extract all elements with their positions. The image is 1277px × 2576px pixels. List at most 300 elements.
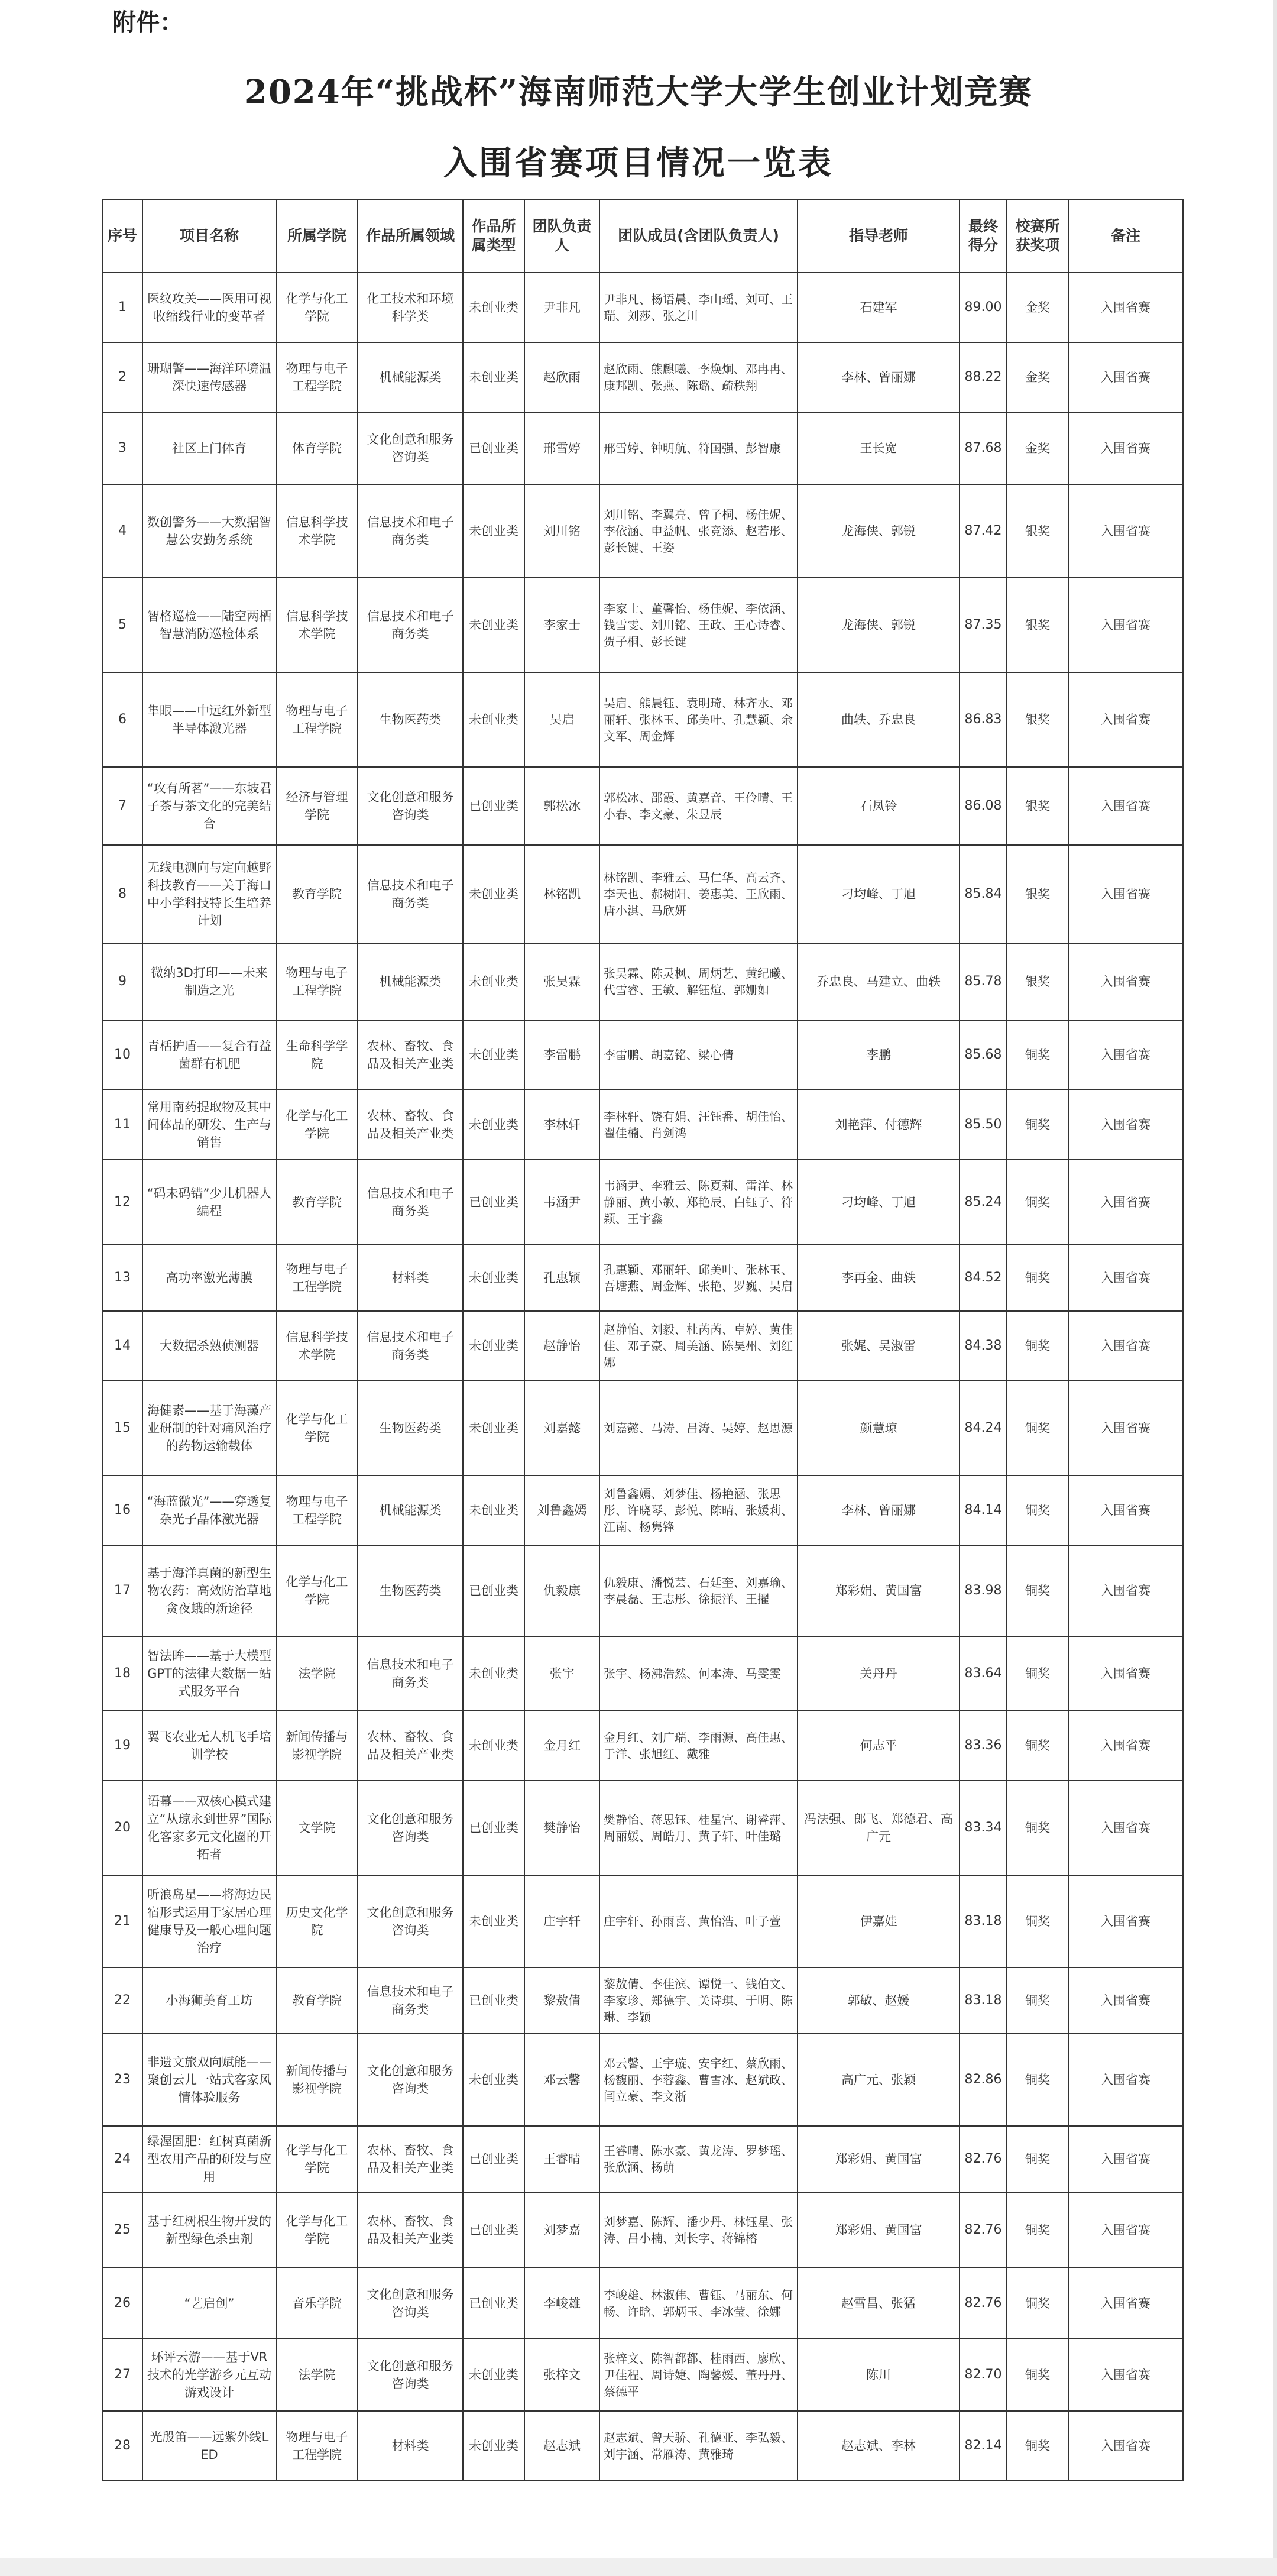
- cell-award: 金奖: [1007, 273, 1068, 342]
- cell-no: 13: [102, 1245, 142, 1311]
- cell-leader: 黎敖倩: [524, 1967, 599, 2034]
- scan-edge: [1273, 0, 1277, 2576]
- cell-leader: 李家士: [524, 578, 599, 672]
- cell-note: 入围省赛: [1068, 767, 1183, 845]
- cell-leader: 刘川铭: [524, 484, 599, 578]
- cell-score: 82.14: [960, 2411, 1007, 2481]
- cell-type: 未创业类: [463, 1311, 524, 1381]
- cell-advisor: 赵志斌、李林: [798, 2411, 960, 2481]
- cell-note: 入围省赛: [1068, 1245, 1183, 1311]
- cell-note: 入围省赛: [1068, 845, 1183, 943]
- cell-award: 铜奖: [1007, 2126, 1068, 2192]
- table-row: [102, 1475, 1183, 1545]
- cell-award: 铜奖: [1007, 1475, 1068, 1545]
- cell-no: 16: [102, 1475, 142, 1545]
- header-type: 作品所属类型: [463, 199, 524, 273]
- cell-leader: 邓云馨: [524, 2034, 599, 2126]
- cell-note: 入围省赛: [1068, 2192, 1183, 2268]
- cell-leader: 张梓文: [524, 2339, 599, 2411]
- cell-score: 84.14: [960, 1475, 1007, 1545]
- cell-no: 20: [102, 1781, 142, 1875]
- cell-field: 文化创意和服务咨询类: [358, 412, 463, 484]
- cell-score: 84.38: [960, 1311, 1007, 1381]
- cell-college: 化学与化工学院: [276, 2126, 358, 2192]
- cell-type: 未创业类: [463, 2034, 524, 2126]
- cell-field: 材料类: [358, 1245, 463, 1311]
- cell-leader: 王睿晴: [524, 2126, 599, 2192]
- table-row: [102, 2126, 1183, 2192]
- header-name: 项目名称: [142, 199, 276, 273]
- cell-members: 林铭凯、李雅云、马仁华、高云齐、李天也、郝树阳、姜惠美、王欣雨、唐小淇、马欣妍: [599, 845, 798, 943]
- cell-leader: 赵志斌: [524, 2411, 599, 2481]
- cell-name: 绿渥固肥：红树真菌新型农用产品的研发与应用: [142, 2126, 276, 2192]
- cell-college: 物理与电子工程学院: [276, 943, 358, 1020]
- cell-name: 光殷笛——远紫外线LED: [142, 2411, 276, 2481]
- cell-award: 铜奖: [1007, 1311, 1068, 1381]
- cell-award: 铜奖: [1007, 1875, 1068, 1967]
- cell-name: 常用南药提取物及其中间体品的研发、生产与销售: [142, 1090, 276, 1160]
- cell-award: 铜奖: [1007, 2192, 1068, 2268]
- cell-type: 未创业类: [463, 1245, 524, 1311]
- cell-name: 基于海洋真菌的新型生物农药：高效防治草地贪夜蛾的新途径: [142, 1545, 276, 1636]
- cell-field: 机械能源类: [358, 342, 463, 412]
- cell-type: 未创业类: [463, 1475, 524, 1545]
- cell-field: 机械能源类: [358, 943, 463, 1020]
- table-row: [102, 2411, 1183, 2481]
- table-row: [102, 2268, 1183, 2339]
- cell-advisor: 何志平: [798, 1711, 960, 1781]
- cell-members: 庄宇轩、孙雨喜、黄怡浩、叶子萱: [599, 1875, 798, 1967]
- cell-leader: 樊静怡: [524, 1781, 599, 1875]
- cell-members: 吴启、熊晨钰、袁明琦、林齐水、邓丽轩、张林玉、邱美叶、孔慧颖、余文军、周金辉: [599, 672, 798, 767]
- cell-leader: 赵欣雨: [524, 342, 599, 412]
- cell-note: 入围省赛: [1068, 1020, 1183, 1090]
- header-award: 校赛所获奖项: [1007, 199, 1068, 273]
- cell-college: 物理与电子工程学院: [276, 342, 358, 412]
- cell-name: 听浪岛星——将海边民宿形式运用于家居心理健康导及一般心理问题治疗: [142, 1875, 276, 1967]
- cell-score: 83.64: [960, 1636, 1007, 1711]
- cell-members: 郭松冰、邵霞、黄嘉音、王伶晴、王小春、李文豪、朱昱辰: [599, 767, 798, 845]
- cell-field: 文化创意和服务咨询类: [358, 2034, 463, 2126]
- cell-college: 经济与管理学院: [276, 767, 358, 845]
- cell-score: 82.86: [960, 2034, 1007, 2126]
- cell-score: 85.84: [960, 845, 1007, 943]
- cell-college: 信息科学技术学院: [276, 1311, 358, 1381]
- cell-score: 84.52: [960, 1245, 1007, 1311]
- cell-name: 无线电测向与定向越野科技教育——关于海口中小学科技特长生培养计划: [142, 845, 276, 943]
- cell-name: “艺启创”: [142, 2268, 276, 2339]
- table-row: [102, 1311, 1183, 1381]
- cell-leader: 张昊霖: [524, 943, 599, 1020]
- header-note: 备注: [1068, 199, 1183, 273]
- cell-type: 未创业类: [463, 578, 524, 672]
- cell-award: 金奖: [1007, 342, 1068, 412]
- cell-college: 物理与电子工程学院: [276, 672, 358, 767]
- cell-no: 18: [102, 1636, 142, 1711]
- cell-note: 入围省赛: [1068, 2411, 1183, 2481]
- cell-members: 李林轩、饶有娟、汪钰番、胡佳怡、翟佳楠、肖剑鸿: [599, 1090, 798, 1160]
- cell-college: 教育学院: [276, 1967, 358, 2034]
- cell-score: 85.68: [960, 1020, 1007, 1090]
- cell-name: 小海狮美育工坊: [142, 1967, 276, 2034]
- cell-members: 刘梦嘉、陈辉、潘少丹、林钰星、张涛、吕小楠、刘长字、蒋锦榕: [599, 2192, 798, 2268]
- table-row: [102, 672, 1183, 767]
- cell-field: 机械能源类: [358, 1475, 463, 1545]
- cell-no: 1: [102, 273, 142, 342]
- cell-members: 王睿晴、陈水豪、黄龙涛、罗梦瑶、张欣涵、杨萌: [599, 2126, 798, 2192]
- cell-type: 已创业类: [463, 1160, 524, 1245]
- cell-advisor: 陈川: [798, 2339, 960, 2411]
- table-row: [102, 943, 1183, 1020]
- cell-advisor: 高广元、张颖: [798, 2034, 960, 2126]
- cell-members: 李峻雄、林淑伟、曹钰、马丽东、何畅、许晗、郭炳玉、李冰莹、徐娜: [599, 2268, 798, 2339]
- cell-advisor: 石凤铃: [798, 767, 960, 845]
- cell-leader: 李雷鹏: [524, 1020, 599, 1090]
- table-row: [102, 1020, 1183, 1090]
- cell-score: 87.68: [960, 412, 1007, 484]
- cell-note: 入围省赛: [1068, 1967, 1183, 2034]
- cell-no: 17: [102, 1545, 142, 1636]
- cell-type: 未创业类: [463, 1636, 524, 1711]
- cell-type: 未创业类: [463, 273, 524, 342]
- cell-advisor: 龙海侠、郭锐: [798, 484, 960, 578]
- cell-college: 化学与化工学院: [276, 1381, 358, 1475]
- cell-advisor: 乔忠良、马建立、曲轶: [798, 943, 960, 1020]
- cell-members: 刘鲁鑫嫣、刘梦佳、杨艳涵、张思彤、许晓琴、彭悦、陈晴、张媛莉、江南、杨隽锋: [599, 1475, 798, 1545]
- cell-college: 化学与化工学院: [276, 273, 358, 342]
- cell-type: 未创业类: [463, 1711, 524, 1781]
- cell-no: 4: [102, 484, 142, 578]
- cell-field: 农林、畜牧、食品及相关产业类: [358, 1020, 463, 1090]
- cell-note: 入围省赛: [1068, 484, 1183, 578]
- cell-leader: 李峻雄: [524, 2268, 599, 2339]
- cell-advisor: 颜慧琼: [798, 1381, 960, 1475]
- cell-advisor: 郑彩娟、黄国富: [798, 1545, 960, 1636]
- cell-leader: 邢雪婷: [524, 412, 599, 484]
- cell-advisor: 石建军: [798, 273, 960, 342]
- cell-award: 铜奖: [1007, 1381, 1068, 1475]
- cell-type: 已创业类: [463, 1781, 524, 1875]
- cell-award: 铜奖: [1007, 2268, 1068, 2339]
- cell-leader: 仇毅康: [524, 1545, 599, 1636]
- cell-no: 2: [102, 342, 142, 412]
- cell-no: 7: [102, 767, 142, 845]
- table-row: [102, 767, 1183, 845]
- cell-college: 历史文化学院: [276, 1875, 358, 1967]
- cell-field: 信息技术和电子商务类: [358, 1636, 463, 1711]
- cell-members: 邢雪婷、钟明航、符国强、彭智康: [599, 412, 798, 484]
- cell-leader: 李林轩: [524, 1090, 599, 1160]
- table-row: [102, 845, 1183, 943]
- cell-type: 未创业类: [463, 672, 524, 767]
- cell-note: 入围省赛: [1068, 1781, 1183, 1875]
- cell-college: 物理与电子工程学院: [276, 1245, 358, 1311]
- attachment-label: 附件：: [112, 9, 183, 36]
- cell-members: 赵欣雨、熊麒曦、李焕炯、邓冉冉、康邦凯、张燕、陈璐、疏秩翔: [599, 342, 798, 412]
- cell-award: 铜奖: [1007, 1781, 1068, 1875]
- cell-advisor: 冯法强、郎飞、郑德君、高广元: [798, 1781, 960, 1875]
- cell-advisor: 曲轶、乔忠良: [798, 672, 960, 767]
- table-header-row: [102, 199, 1183, 273]
- cell-score: 86.08: [960, 767, 1007, 845]
- cell-members: 黎敖倩、李佳滨、谭悦一、钱伯文、李家珍、郑德宇、关诗琪、于明、陈琳、李颖: [599, 1967, 798, 2034]
- table-row: [102, 1711, 1183, 1781]
- cell-field: 农林、畜牧、食品及相关产业类: [358, 1711, 463, 1781]
- table-row: [102, 1545, 1183, 1636]
- cell-college: 新闻传播与影视学院: [276, 2034, 358, 2126]
- cell-type: 未创业类: [463, 1875, 524, 1967]
- table-row: [102, 273, 1183, 342]
- table-row: [102, 1636, 1183, 1711]
- cell-college: 教育学院: [276, 845, 358, 943]
- cell-advisor: 刁均峰、丁旭: [798, 845, 960, 943]
- cell-name: 大数据杀熟侦测器: [142, 1311, 276, 1381]
- cell-name: “码未码错”少儿机器人编程: [142, 1160, 276, 1245]
- cell-score: 84.24: [960, 1381, 1007, 1475]
- cell-type: 已创业类: [463, 1545, 524, 1636]
- table-row: [102, 484, 1183, 578]
- cell-type: 已创业类: [463, 1967, 524, 2034]
- cell-note: 入围省赛: [1068, 578, 1183, 672]
- cell-name: 医纹攻关——医用可视收缩线行业的变革者: [142, 273, 276, 342]
- cell-leader: 庄宇轩: [524, 1875, 599, 1967]
- cell-field: 化工技术和环境科学类: [358, 273, 463, 342]
- cell-award: 银奖: [1007, 943, 1068, 1020]
- header-score: 最终得分: [960, 199, 1007, 273]
- cell-no: 11: [102, 1090, 142, 1160]
- cell-field: 材料类: [358, 2411, 463, 2481]
- cell-members: 仇毅康、潘悦芸、石廷奎、刘嘉瑜、李晨磊、王志彤、徐振洋、王擢: [599, 1545, 798, 1636]
- cell-members: 张梓文、陈智都都、桂雨西、廖欣、尹佳程、周诗婕、陶馨媛、董丹丹、蔡德平: [599, 2339, 798, 2411]
- cell-name: 微纳3D打印——未来制造之光: [142, 943, 276, 1020]
- cell-award: 银奖: [1007, 578, 1068, 672]
- document-title: 2024年“挑战杯”海南师范大学大学生创业计划竞赛: [244, 73, 1033, 112]
- cell-type: 已创业类: [463, 2192, 524, 2268]
- cell-members: 张宇、杨沸浩然、何本涛、马雯雯: [599, 1636, 798, 1711]
- cell-college: 信息科学技术学院: [276, 484, 358, 578]
- cell-name: 数创警务——大数据智慧公安勤务系统: [142, 484, 276, 578]
- cell-no: 5: [102, 578, 142, 672]
- cell-award: 铜奖: [1007, 1090, 1068, 1160]
- cell-award: 铜奖: [1007, 2034, 1068, 2126]
- cell-no: 14: [102, 1311, 142, 1381]
- cell-field: 农林、畜牧、食品及相关产业类: [358, 2192, 463, 2268]
- header-field: 作品所属领域: [358, 199, 463, 273]
- cell-award: 铜奖: [1007, 1020, 1068, 1090]
- cell-note: 入围省赛: [1068, 2126, 1183, 2192]
- cell-name: 社区上门体育: [142, 412, 276, 484]
- cell-college: 文学院: [276, 1781, 358, 1875]
- cell-advisor: 伊嘉娃: [798, 1875, 960, 1967]
- cell-name: 隼眼——中远红外新型半导体激光器: [142, 672, 276, 767]
- cell-college: 音乐学院: [276, 2268, 358, 2339]
- cell-field: 文化创意和服务咨询类: [358, 1781, 463, 1875]
- cell-college: 法学院: [276, 2339, 358, 2411]
- cell-name: 智格巡检——陆空两栖智慧消防巡检体系: [142, 578, 276, 672]
- cell-field: 农林、畜牧、食品及相关产业类: [358, 1090, 463, 1160]
- cell-type: 未创业类: [463, 342, 524, 412]
- cell-note: 入围省赛: [1068, 412, 1183, 484]
- cell-field: 生物医药类: [358, 1381, 463, 1475]
- cell-field: 信息技术和电子商务类: [358, 484, 463, 578]
- cell-no: 26: [102, 2268, 142, 2339]
- cell-award: 铜奖: [1007, 2411, 1068, 2481]
- cell-award: 铜奖: [1007, 1245, 1068, 1311]
- cell-name: 语幕——双核心模式建立“从琼永到世界”国际化客家多元文化圈的开拓者: [142, 1781, 276, 1875]
- cell-no: 3: [102, 412, 142, 484]
- cell-score: 83.18: [960, 1967, 1007, 2034]
- cell-members: 刘嘉懿、马涛、吕涛、吴婷、赵思源: [599, 1381, 798, 1475]
- cell-members: 韦涵尹、李雅云、陈夏莉、雷洋、林静丽、黄小敏、郑艳辰、白钰子、符颖、王宇鑫: [599, 1160, 798, 1245]
- table-row: [102, 342, 1183, 412]
- cell-type: 未创业类: [463, 1381, 524, 1475]
- cell-type: 未创业类: [463, 2339, 524, 2411]
- table-row: [102, 1160, 1183, 1245]
- cell-name: 环评云游——基于VR技术的光学游乡元互动游戏设计: [142, 2339, 276, 2411]
- cell-award: 银奖: [1007, 845, 1068, 943]
- project-table: [102, 199, 1184, 2481]
- cell-leader: 吴启: [524, 672, 599, 767]
- cell-score: 89.00: [960, 273, 1007, 342]
- table-row: [102, 1245, 1183, 1311]
- cell-college: 化学与化工学院: [276, 1545, 358, 1636]
- table-row: [102, 578, 1183, 672]
- cell-members: 刘川铭、李翼亮、曾子桐、杨佳妮、李依涵、申益帆、张竞添、赵若彤、彭长键、王姿: [599, 484, 798, 578]
- cell-leader: 林铭凯: [524, 845, 599, 943]
- cell-leader: 金月红: [524, 1711, 599, 1781]
- cell-note: 入围省赛: [1068, 1545, 1183, 1636]
- cell-score: 82.76: [960, 2192, 1007, 2268]
- cell-leader: 刘梦嘉: [524, 2192, 599, 2268]
- cell-advisor: 龙海侠、郭锐: [798, 578, 960, 672]
- cell-college: 信息科学技术学院: [276, 578, 358, 672]
- cell-members: 赵静怡、刘毅、杜芮芮、卓婷、黄佳佳、邓子豪、周美涵、陈昊州、刘红娜: [599, 1311, 798, 1381]
- header-members: 团队成员(含团队负责人): [599, 199, 798, 273]
- cell-members: 李雷鹏、胡嘉铭、梁心倩: [599, 1020, 798, 1090]
- cell-advisor: 郑彩娟、黄国富: [798, 2192, 960, 2268]
- cell-note: 入围省赛: [1068, 1711, 1183, 1781]
- cell-field: 信息技术和电子商务类: [358, 1160, 463, 1245]
- cell-name: “海蓝微光”——穿透复杂光子晶体激光器: [142, 1475, 276, 1545]
- cell-no: 9: [102, 943, 142, 1020]
- cell-award: 金奖: [1007, 412, 1068, 484]
- cell-advisor: 关丹丹: [798, 1636, 960, 1711]
- cell-name: “攻有所茗”——东坡君子茶与茶文化的完美结合: [142, 767, 276, 845]
- cell-type: 已创业类: [463, 767, 524, 845]
- cell-note: 入围省赛: [1068, 2034, 1183, 2126]
- cell-field: 信息技术和电子商务类: [358, 1967, 463, 2034]
- cell-score: 87.35: [960, 578, 1007, 672]
- cell-members: 李家士、董馨怡、杨佳妮、李依涵、钱雪雯、刘川铭、王政、王心诗睿、贺子桐、彭长键: [599, 578, 798, 672]
- cell-no: 24: [102, 2126, 142, 2192]
- cell-members: 孔惠颖、邓丽轩、邱美叶、张林玉、吾塘燕、周金辉、张艳、罗巍、吴启: [599, 1245, 798, 1311]
- cell-award: 银奖: [1007, 484, 1068, 578]
- cell-no: 6: [102, 672, 142, 767]
- cell-type: 已创业类: [463, 412, 524, 484]
- cell-award: 铜奖: [1007, 1160, 1068, 1245]
- cell-no: 15: [102, 1381, 142, 1475]
- cell-award: 银奖: [1007, 672, 1068, 767]
- table-row: [102, 1875, 1183, 1967]
- cell-field: 文化创意和服务咨询类: [358, 2268, 463, 2339]
- cell-college: 化学与化工学院: [276, 1090, 358, 1160]
- cell-no: 12: [102, 1160, 142, 1245]
- cell-no: 21: [102, 1875, 142, 1967]
- cell-note: 入围省赛: [1068, 672, 1183, 767]
- cell-name: 基于红树根生物开发的新型绿色杀虫剂: [142, 2192, 276, 2268]
- cell-score: 83.36: [960, 1711, 1007, 1781]
- table-row: [102, 1967, 1183, 2034]
- cell-note: 入围省赛: [1068, 1475, 1183, 1545]
- cell-name: 智法眸——基于大模型GPT的法律大数据一站式服务平台: [142, 1636, 276, 1711]
- cell-note: 入围省赛: [1068, 1381, 1183, 1475]
- cell-no: 23: [102, 2034, 142, 2126]
- cell-score: 86.83: [960, 672, 1007, 767]
- cell-note: 入围省赛: [1068, 1090, 1183, 1160]
- cell-score: 83.34: [960, 1781, 1007, 1875]
- header-no: 序号: [102, 199, 142, 273]
- table-row: [102, 1090, 1183, 1160]
- cell-award: 银奖: [1007, 767, 1068, 845]
- cell-members: 樊静怡、蒋思钰、桂星宫、谢睿萍、周丽媛、周皓月、黄子轩、叶佳璐: [599, 1781, 798, 1875]
- cell-field: 信息技术和电子商务类: [358, 845, 463, 943]
- cell-field: 文化创意和服务咨询类: [358, 1875, 463, 1967]
- cell-note: 入围省赛: [1068, 943, 1183, 1020]
- cell-field: 文化创意和服务咨询类: [358, 2339, 463, 2411]
- cell-college: 物理与电子工程学院: [276, 2411, 358, 2481]
- cell-name: 翼飞农业无人机飞手培训学校: [142, 1711, 276, 1781]
- cell-score: 87.42: [960, 484, 1007, 578]
- cell-type: 未创业类: [463, 1090, 524, 1160]
- cell-no: 19: [102, 1711, 142, 1781]
- cell-type: 未创业类: [463, 2411, 524, 2481]
- cell-members: 张昊霖、陈灵枫、周炳艺、黄纪曦、代雪睿、王敏、解钰煊、郭姗如: [599, 943, 798, 1020]
- cell-name: 海健素——基于海藻产业研制的针对痛风治疗的药物运输载体: [142, 1381, 276, 1475]
- cell-note: 入围省赛: [1068, 1636, 1183, 1711]
- table-row: [102, 2339, 1183, 2411]
- cell-college: 新闻传播与影视学院: [276, 1711, 358, 1781]
- cell-score: 82.76: [960, 2126, 1007, 2192]
- cell-advisor: 王长宽: [798, 412, 960, 484]
- cell-leader: 尹非凡: [524, 273, 599, 342]
- cell-note: 入围省赛: [1068, 2339, 1183, 2411]
- cell-advisor: 刁均峰、丁旭: [798, 1160, 960, 1245]
- cell-field: 农林、畜牧、食品及相关产业类: [358, 2126, 463, 2192]
- cell-leader: 张宇: [524, 1636, 599, 1711]
- table-row: [102, 412, 1183, 484]
- cell-advisor: 李林、曾丽娜: [798, 342, 960, 412]
- cell-award: 铜奖: [1007, 1967, 1068, 2034]
- cell-members: 金月红、刘广瑞、李雨源、高佳惠、于洋、张旭红、戴雅: [599, 1711, 798, 1781]
- cell-no: 10: [102, 1020, 142, 1090]
- cell-advisor: 郭敏、赵媛: [798, 1967, 960, 2034]
- cell-award: 铜奖: [1007, 1636, 1068, 1711]
- cell-members: 邓云馨、王宇璇、安宇红、蔡欣雨、杨馥丽、李蓉鑫、曹雪冰、赵斌政、闫立豪、李文浙: [599, 2034, 798, 2126]
- cell-score: 85.24: [960, 1160, 1007, 1245]
- cell-note: 入围省赛: [1068, 1875, 1183, 1967]
- cell-name: 珊瑚警——海洋环境温深快速传感器: [142, 342, 276, 412]
- cell-score: 85.50: [960, 1090, 1007, 1160]
- cell-no: 28: [102, 2411, 142, 2481]
- cell-advisor: 李再金、曲轶: [798, 1245, 960, 1311]
- cell-college: 教育学院: [276, 1160, 358, 1245]
- cell-leader: 刘嘉懿: [524, 1381, 599, 1475]
- cell-no: 25: [102, 2192, 142, 2268]
- header-leader: 团队负责人: [524, 199, 599, 273]
- cell-leader: 韦涵尹: [524, 1160, 599, 1245]
- cell-type: 未创业类: [463, 484, 524, 578]
- cell-advisor: 赵雪昌、张猛: [798, 2268, 960, 2339]
